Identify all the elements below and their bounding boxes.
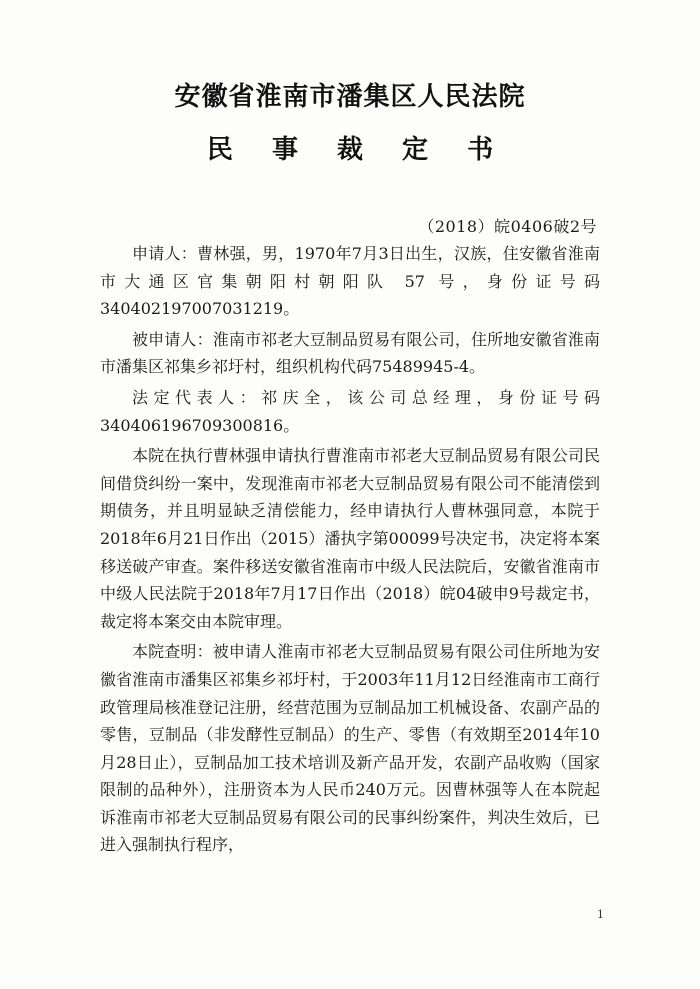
page-number: 1 bbox=[597, 908, 604, 921]
paragraph-case-background: 本院在执行曹林强申请执行曹淮南市祁老大豆制品贸易有限公司民间借贷纠纷一案中，发现淮南市祁老大豆制品贸易有限公司不能清偿到期债务，并且明显缺乏清偿能力，经申请执行人曹林强同意，本院于2018年6月21日作出（2015）潘执字第00099号决定书，决定将本案移送破产审查。案件移送安徽省淮南市中级人民法院后，安徽省淮南市中级人民法院于2018年7月17日作出（2018）皖04破申9号裁定书，裁定将本案交由本院审理。 bbox=[100, 446, 600, 631]
paragraph-court-findings: 本院查明：被申请人淮南市祁老大豆制品贸易有限公司住所地为安徽省淮南市潘集区祁集乡祁圩村，于2003年11月12日经淮南市工商行政管理局核准登记注册，经营范围为豆制品加工机械设备、农副产品的零售，豆制品（非发酵性豆制品）的生产、零售（有效期至2014年10月28日止），豆制品加工技术培训及新产品开发，农副产品收购（国家限制的品种外），注册资本为人民币240万元。因曹林强等人在本院起诉淮南市祁老大豆制品贸易有限公司的民事纠纷案件，判决生效后，已进入强制执行程序， bbox=[100, 642, 600, 855]
court-name: 安徽省淮南市潘集区人民法院 bbox=[174, 82, 526, 112]
document-title: 民 事 裁 定 书 bbox=[206, 135, 509, 165]
paragraph-applicant: 申请人：曹林强，男，1970年7月3日出生，汉族，住安徽省淮南市大通区官集朝阳村朝阳队 57 号，身份证号码340402197007031219。 bbox=[100, 244, 600, 319]
document-body bbox=[100, 240, 600, 862]
case-number: （2018）皖0406破2号 bbox=[418, 217, 597, 236]
paragraph-legal-representative: 法定代表人：祁庆全，该公司总经理，身份证号码340406196709300816。 bbox=[100, 387, 600, 435]
paragraph-respondent: 被申请人：淮南市祁老大豆制品贸易有限公司，住所地安徽省淮南市潘集区祁集乡祁圩村，组织机构代码75489945-4。 bbox=[100, 329, 600, 377]
